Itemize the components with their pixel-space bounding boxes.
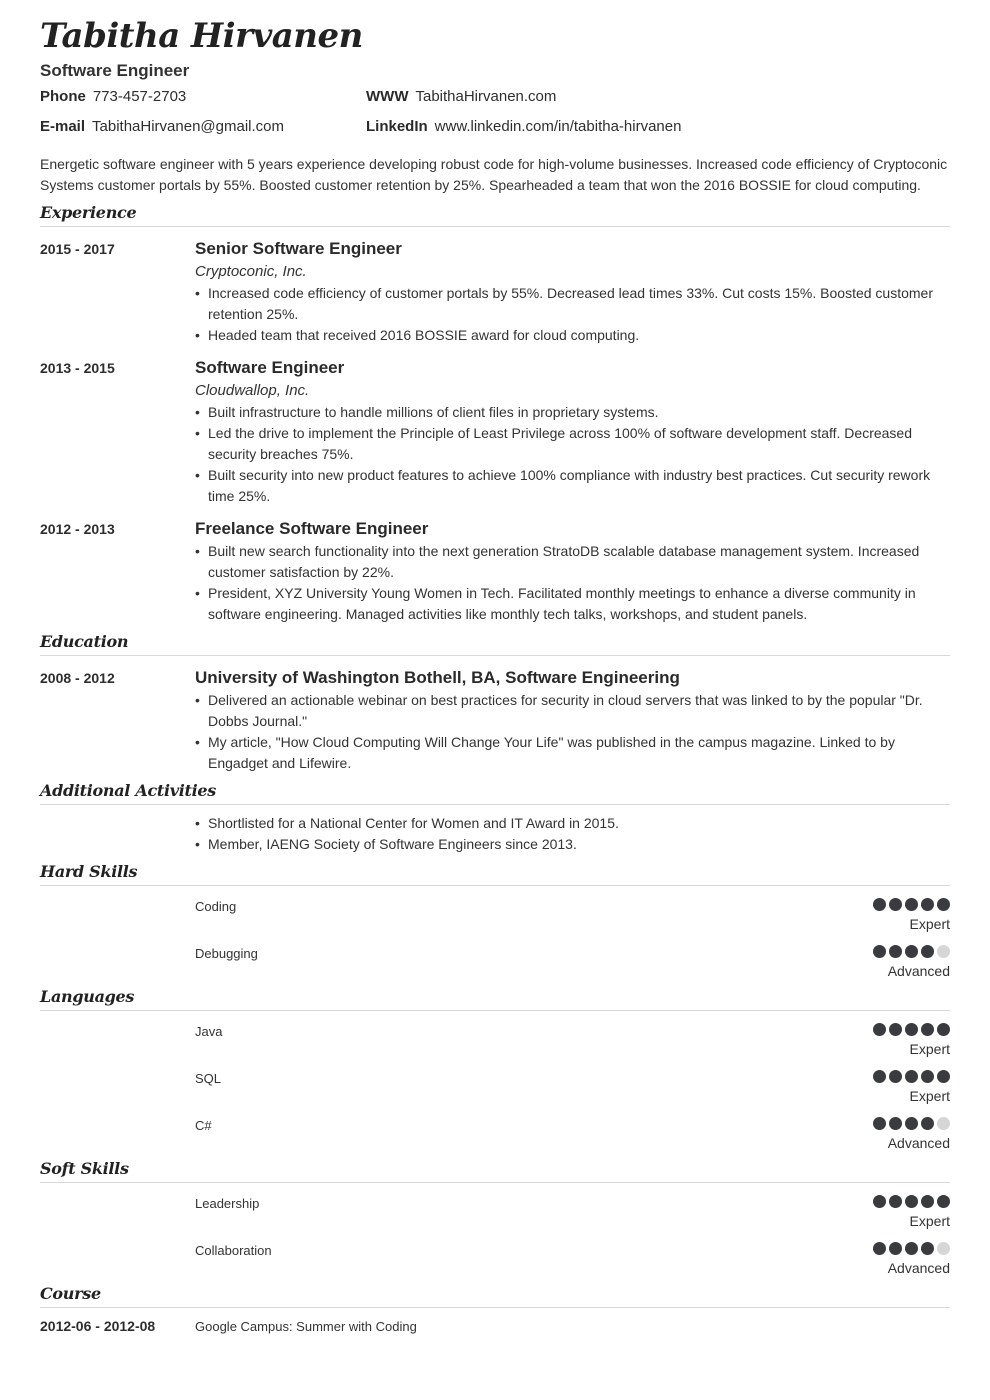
rating-dot-filled <box>905 898 918 911</box>
bullet-item: • Headed team that received 2016 BOSSIE award for cloud computing. <box>208 325 950 346</box>
rating-dots <box>873 898 950 911</box>
bullet-item: • Led the drive to implement the Principle of Least Privilege across 100% of software development staff. Decreased security breaches 75%. <box>208 423 950 465</box>
entry-dates: 2012-06 - 2012-08 <box>40 1318 156 1334</box>
skill-name: Collaboration <box>195 1243 272 1258</box>
linkedin-value[interactable]: www.linkedin.com/in/tabitha-hirvanen <box>434 118 682 135</box>
rating-dots <box>873 1242 950 1255</box>
bullet-item: • Delivered an actionable webinar on best practices for security in cloud servers that was linked to by the popular "Dr. Dobbs Journal." <box>208 690 950 732</box>
rating-dot-filled <box>937 1023 950 1036</box>
rating-dot-filled <box>873 1195 886 1208</box>
skill-level: Expert <box>909 916 950 932</box>
skill-name: Leadership <box>195 1196 260 1211</box>
rating-dot-filled <box>873 1023 886 1036</box>
rating-dot-empty <box>937 1117 950 1130</box>
rating-dot-filled <box>921 1023 934 1036</box>
skill-name: Java <box>195 1024 223 1039</box>
section-heading-activities: Additional Activities <box>40 780 950 805</box>
course-entry <box>40 1318 950 1336</box>
entry-dates: 2012 - 2013 <box>40 521 115 537</box>
bullet-item: • Built security into new product features to achieve 100% compliance with industry best practices. Cut security rework time 25%. <box>208 465 950 507</box>
bullet-list <box>195 813 950 855</box>
contact-email <box>40 118 284 135</box>
rating-dots <box>873 945 950 958</box>
bullet-item: • Increased code efficiency of customer portals by 55%. Decreased lead times 33%. Cut costs 15%. Boosted customer retention 25%. <box>208 283 950 325</box>
skill-level: Expert <box>909 1088 950 1104</box>
rating-dot-filled <box>889 1242 902 1255</box>
rating-dot-filled <box>873 1117 886 1130</box>
bullet-item: • Shortlisted for a National Center for Women and IT Award in 2015. <box>208 813 950 834</box>
experience-entry <box>40 356 950 507</box>
education-entry <box>40 666 950 774</box>
skill-row <box>195 1117 950 1152</box>
rating-dot-filled <box>905 1023 918 1036</box>
bullet-list <box>195 541 950 625</box>
candidate-name: Tabitha Hirvanen <box>40 16 363 56</box>
rating-dot-filled <box>873 1242 886 1255</box>
rating-dots <box>873 1195 950 1208</box>
contact-www <box>366 88 556 105</box>
degree-title: University of Washington Bothell, BA, Software Engineering <box>195 668 680 687</box>
rating-dot-filled <box>873 1070 886 1083</box>
rating-dot-filled <box>921 945 934 958</box>
email-label: E-mail <box>40 118 86 135</box>
section-heading-soft-skills: Soft Skills <box>40 1158 950 1183</box>
skill-level: Expert <box>909 1213 950 1229</box>
bullet-list <box>195 690 950 774</box>
section-heading-hard-skills: Hard Skills <box>40 861 950 886</box>
linkedin-label: LinkedIn <box>366 118 428 135</box>
rating-dot-filled <box>921 1242 934 1255</box>
rating-dot-filled <box>905 1117 918 1130</box>
rating-dots <box>873 1023 950 1036</box>
job-title: Senior Software Engineer <box>195 239 402 258</box>
experience-entry <box>40 517 950 625</box>
activities-entry <box>40 813 950 855</box>
rating-dot-filled <box>937 898 950 911</box>
course-name: Google Campus: Summer with Coding <box>195 1319 417 1334</box>
rating-dot-filled <box>921 1117 934 1130</box>
company-name: Cryptoconic, Inc. <box>195 263 307 280</box>
bullet-item: • My article, "How Cloud Computing Will Change Your Life" was published in the campus magazine. Linked to by Engadget and Lifewire. <box>208 732 950 774</box>
skill-row <box>195 898 950 933</box>
bullet-item: • President, XYZ University Young Women in Tech. Facilitated monthly meetings to enhance a diverse community in software engineering. Managed activities like monthly tech talks, workshops, and student panels. <box>208 583 950 625</box>
job-role: Software Engineer <box>40 61 190 80</box>
bullet-list <box>195 283 950 346</box>
summary: Energetic software engineer with 5 years experience developing robust code for high-volume businesses. Increased code efficiency of Cryptoconic Systems customer portals by 55%. Boosted customer retention by 25%. Spearheaded a team that won the 2016 BOSSIE for cloud computing. <box>40 156 948 193</box>
rating-dots <box>873 1117 950 1130</box>
skill-level: Advanced <box>887 963 950 979</box>
company-name: Cloudwallop, Inc. <box>195 382 310 399</box>
entry-dates: 2015 - 2017 <box>40 241 115 257</box>
job-title: Software Engineer <box>195 358 345 377</box>
skill-name: SQL <box>195 1071 222 1086</box>
skill-row <box>195 1023 950 1058</box>
rating-dot-filled <box>905 1242 918 1255</box>
rating-dots <box>873 1070 950 1083</box>
section-heading-education: Education <box>40 631 950 656</box>
phone-label: Phone <box>40 88 86 105</box>
section-heading-experience: Experience <box>40 202 950 227</box>
rating-dot-filled <box>905 1195 918 1208</box>
job-title: Freelance Software Engineer <box>195 519 429 538</box>
skill-row <box>195 1242 950 1277</box>
entry-dates: 2013 - 2015 <box>40 360 115 376</box>
rating-dot-filled <box>889 1023 902 1036</box>
section-heading-course: Course <box>40 1283 950 1308</box>
rating-dot-filled <box>905 945 918 958</box>
www-label: WWW <box>366 88 409 105</box>
entry-dates: 2008 - 2012 <box>40 670 115 686</box>
phone-value[interactable]: 773-457-2703 <box>92 88 187 105</box>
experience-entry <box>40 237 950 346</box>
rating-dot-filled <box>889 945 902 958</box>
skill-name: Coding <box>195 899 237 914</box>
contact-linkedin <box>366 118 681 135</box>
contact-phone <box>40 88 186 105</box>
skill-row <box>195 1195 950 1230</box>
rating-dot-filled <box>921 1195 934 1208</box>
rating-dot-filled <box>921 898 934 911</box>
rating-dot-filled <box>905 1070 918 1083</box>
rating-dot-filled <box>873 945 886 958</box>
rating-dot-filled <box>889 1195 902 1208</box>
skill-level: Expert <box>909 1041 950 1057</box>
rating-dot-filled <box>889 1070 902 1083</box>
skill-level: Advanced <box>887 1135 950 1151</box>
rating-dot-empty <box>937 1242 950 1255</box>
rating-dot-filled <box>937 1195 950 1208</box>
bullet-item: • Built infrastructure to handle millions of client files in proprietary systems. <box>208 402 950 423</box>
rating-dot-empty <box>937 945 950 958</box>
skill-row <box>195 945 950 980</box>
bullet-list <box>195 402 950 507</box>
resume-page <box>40 14 950 1336</box>
rating-dot-filled <box>889 898 902 911</box>
rating-dot-filled <box>937 1070 950 1083</box>
rating-dot-filled <box>889 1117 902 1130</box>
contact-block <box>40 88 950 152</box>
skill-name: Debugging <box>195 946 258 961</box>
bullet-item: • Member, IAENG Society of Software Engineers since 2013. <box>208 834 950 855</box>
rating-dot-filled <box>873 898 886 911</box>
skill-name: C# <box>195 1118 212 1133</box>
section-heading-languages: Languages <box>40 986 950 1011</box>
skill-level: Advanced <box>887 1260 950 1276</box>
www-value[interactable]: TabithaHirvanen.com <box>415 88 557 105</box>
bullet-item: • Built new search functionality into the next generation StratoDB scalable database management system. Increased customer satisfaction by 22%. <box>208 541 950 583</box>
email-value[interactable]: TabithaHirvanen@gmail.com <box>92 118 284 135</box>
rating-dot-filled <box>921 1070 934 1083</box>
skill-row <box>195 1070 950 1105</box>
